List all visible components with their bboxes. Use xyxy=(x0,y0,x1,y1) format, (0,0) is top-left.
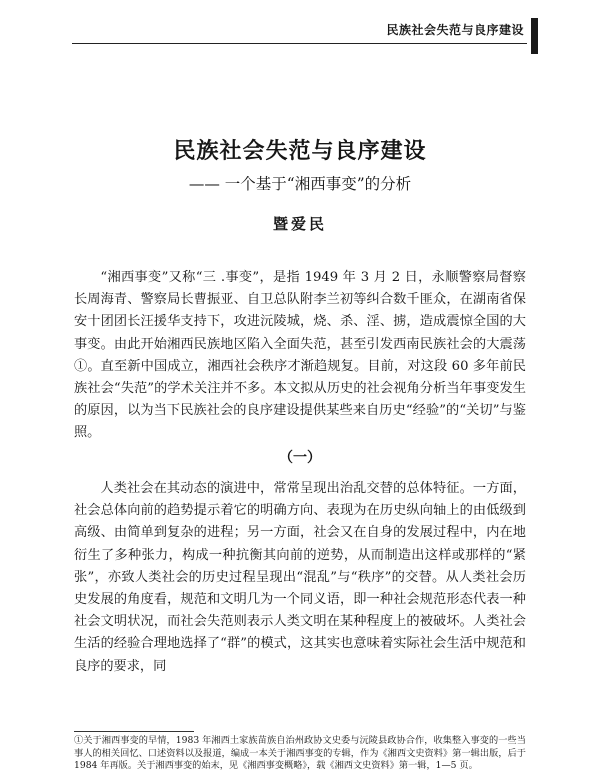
header-rule xyxy=(72,43,527,44)
body-paragraph-2: 人类社会在其动态的演进中，常常呈现出治乱交替的总体特征。一方面，社会总体向前的趋势提示着它的明确方向、表现为在历史纵向轴上的由低级到高级、由简单到复杂的进程；另一方面，社会又在自身的发展过程中，内在地衍生了多种张力，构成一种抗衡其向前的逆势，从而制造出这样或那样的“紧张”，亦致人类社会的历史过程呈现出“混乱”与“秩序”的交替。从人类社会历史发展的角度看，规范和文明几为一个同义语，即一种社会规范形态代表一种社会文明状况，而社会失范则表示人类文明在某种程度上的被破坏。人类社会生活的经验合理地选择了“群”的模式，这其实也意味着实际社会生活中规范和良序的要求，同 xyxy=(74,481,526,674)
article-title: 民族社会失范与良序建设 xyxy=(173,138,427,164)
section-marker: （一） xyxy=(279,450,321,466)
footnote-rule xyxy=(74,731,194,732)
author-name: 暨爱民 xyxy=(272,215,327,233)
footnote: ①关于湘西事变的早情，1983 年湘西土家族苗族自治州政协文史委与沅陵县政协合作，收集整入事变的一些当事人的相关回忆、口述资料以及报道，编成一本关于湘西事变的专辑，作为《湘西文史资料》第一辑出版，后于 1984 年再版。关于湘西事变的始末，见《湘西事变概略》，载《湘西文史资料》第一辑，1—5 页。 xyxy=(74,735,526,771)
article-subtitle: —— 一个基于“湘西事变”的分析 xyxy=(188,175,412,193)
running-head: 民族社会失范与良序建设 xyxy=(386,23,524,37)
header-bar xyxy=(531,18,538,54)
body-paragraph-1: “湘西事变”又称“三 .事变”，是指 1949 年 3 月 2 日，永顺警察局督察长周海青、警察局长曹振亚、自卫总队附李兰初等纠合数千匪众，在湖南省保安十团团长汪援华支持下，攻进沅陵城，烧、杀、淫、掳，造成震惊全国的大事变。由此开始湘西民族地区陷入全面失范，甚至引发西南民族社会的大震荡①。直至新中国成立，湘西社会秩序才渐趋规复。目前，对这段 60 多年前民族社会“失范”的学术关注并不多。本文拟从历史的社会视角分析当年事变发生的原因，以为当下民族社会的良序建设提供某些来自历史“经验”的“关切”与鉴照。 xyxy=(74,270,526,441)
